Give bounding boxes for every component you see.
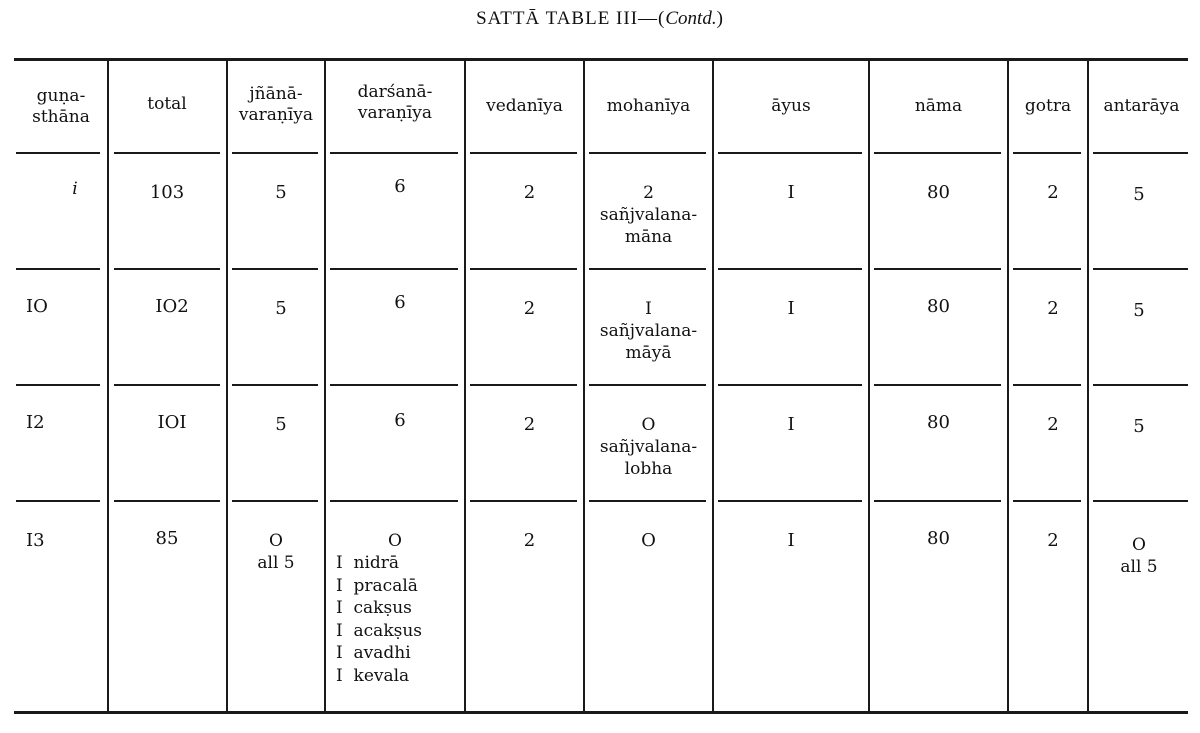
cell-gotra: 2 bbox=[1047, 530, 1059, 551]
cell-mohaniya: O bbox=[641, 530, 656, 551]
cell-jnanavaraniya: 5 bbox=[275, 298, 287, 319]
cell-jnanavaraniya: 5 bbox=[275, 414, 287, 435]
column-divider bbox=[107, 60, 109, 711]
cell-jnanavaraniya: O all 5 bbox=[257, 531, 295, 573]
cell-gunasthana: i bbox=[72, 179, 78, 199]
header-ayus: āyus bbox=[771, 96, 811, 116]
list-item: I pracalā bbox=[336, 575, 418, 596]
list-item: I nidrā bbox=[336, 553, 400, 573]
cell-vedaniya: 2 bbox=[523, 530, 536, 551]
cell-gunasthana: I2 bbox=[26, 412, 45, 433]
column-divider bbox=[712, 60, 714, 711]
cell-total: 103 bbox=[149, 182, 185, 203]
cell-antaraya: 5 bbox=[1133, 184, 1145, 205]
column-divider bbox=[868, 60, 870, 711]
cell-antaraya: O all 5 bbox=[1120, 535, 1158, 577]
caption-contd: Contd. bbox=[665, 8, 717, 29]
cell-total: 85 bbox=[155, 528, 179, 549]
top-rule bbox=[14, 58, 1188, 61]
column-divider bbox=[583, 60, 585, 711]
list-item: I acakṣus bbox=[336, 620, 423, 641]
header-vedaniya: vedanīya bbox=[486, 96, 563, 116]
list-item: I cakṣus bbox=[336, 598, 412, 618]
cell-total: IOI bbox=[157, 412, 187, 433]
header-gunasthana: guṇa- sthāna bbox=[32, 86, 90, 127]
darsana-breakdown-list bbox=[336, 552, 422, 687]
header-darsanavaraniya: darśanā- varaṇīya bbox=[357, 82, 433, 123]
cell-darsanavaraniya: 6 bbox=[394, 176, 406, 197]
header-jnanavaraniya: jñānā- varaṇīya bbox=[238, 84, 314, 125]
caption-close: ) bbox=[716, 8, 724, 29]
column-divider bbox=[1007, 60, 1009, 711]
header-nama: nāma bbox=[914, 96, 963, 116]
cell-nama: 80 bbox=[927, 528, 950, 549]
cell-antaraya: 5 bbox=[1133, 416, 1145, 437]
caption-main: SATTĀ TABLE III—( bbox=[476, 8, 666, 29]
cell-darsanavaraniya: 6 bbox=[394, 292, 406, 313]
header-mohaniya: mohanīya bbox=[606, 96, 691, 116]
cell-darsanavaraniya: 6 bbox=[394, 410, 406, 431]
cell-nama: 80 bbox=[927, 412, 950, 433]
cell-gotra: 2 bbox=[1047, 414, 1059, 435]
column-divider bbox=[464, 60, 466, 711]
cell-vedaniya: 2 bbox=[523, 182, 536, 203]
cell-gunasthana: I3 bbox=[26, 530, 45, 551]
cell-antaraya: 5 bbox=[1133, 300, 1145, 321]
cell-gunasthana: IO bbox=[26, 296, 48, 317]
cell-vedaniya: 2 bbox=[523, 298, 536, 319]
column-divider bbox=[324, 60, 326, 711]
header-antaraya: antarāya bbox=[1103, 96, 1180, 116]
table-caption bbox=[0, 8, 1200, 30]
cell-mohaniya: I sañjvalana- māyā bbox=[599, 299, 698, 363]
cell-ayus: I bbox=[787, 182, 795, 203]
bottom-rule bbox=[14, 711, 1188, 714]
column-divider bbox=[1087, 60, 1089, 711]
cell-ayus: I bbox=[787, 298, 795, 319]
cell-gotra: 2 bbox=[1047, 298, 1059, 319]
list-item: I kevala bbox=[336, 665, 410, 686]
column-divider bbox=[226, 60, 228, 711]
cell-gotra: 2 bbox=[1047, 182, 1059, 203]
header-gotra: gotra bbox=[1024, 96, 1072, 116]
cell-ayus: I bbox=[787, 414, 795, 435]
cell-nama: 80 bbox=[927, 182, 950, 203]
cell-jnanavaraniya: 5 bbox=[275, 182, 287, 203]
cell-darsanavaraniya-value: O bbox=[388, 531, 402, 551]
list-item: I avadhi bbox=[336, 643, 411, 663]
header-total: total bbox=[147, 94, 187, 114]
cell-vedaniya: 2 bbox=[523, 414, 536, 435]
cell-total: IO2 bbox=[155, 296, 189, 317]
cell-mohaniya: O sañjvalana- lobha bbox=[599, 415, 698, 479]
cell-nama: 80 bbox=[927, 296, 950, 317]
cell-mohaniya: 2 sañjvalana- māna bbox=[599, 183, 698, 247]
cell-ayus: I bbox=[787, 530, 795, 551]
